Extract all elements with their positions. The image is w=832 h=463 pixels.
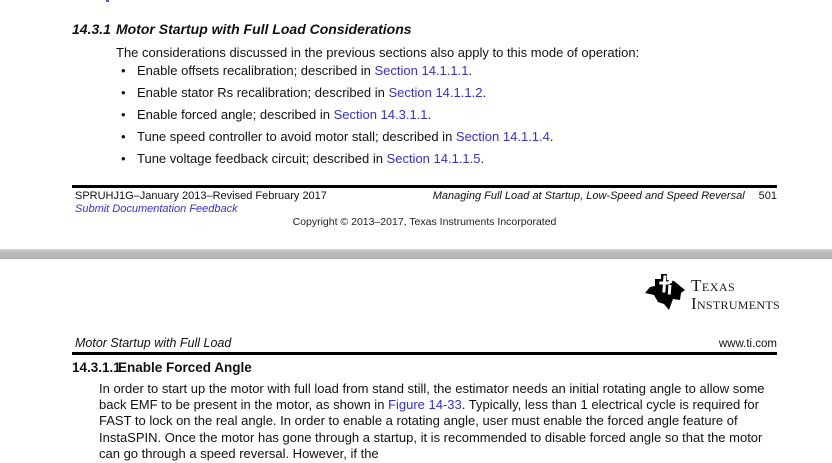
bullet-marker: •	[121, 107, 126, 122]
header-rule	[72, 352, 777, 355]
section-heading-14-3-1-1	[72, 360, 252, 375]
page-footer	[72, 190, 777, 202]
ti-website-text: www.ti.com	[718, 338, 777, 350]
section-link-14-1-1-2[interactable]: Section 14.1.1.2	[388, 85, 483, 100]
page-separator-bar	[0, 249, 832, 259]
figure-14-33-link[interactable]: Figure 14-33	[388, 397, 462, 413]
brand-line2: Instruments	[691, 294, 780, 313]
list-item	[121, 104, 554, 126]
list-item	[121, 60, 554, 82]
section-link-14-1-1-5[interactable]: Section 14.1.1.5	[386, 151, 481, 166]
bullet-marker: •	[121, 129, 126, 144]
bullet-marker: •	[121, 151, 126, 166]
section-heading-14-3-1	[72, 21, 412, 37]
considerations-list	[121, 60, 554, 170]
brand-line1: Texas	[691, 276, 736, 295]
chapter-title: Managing Full Load at Startup, Low-Speed and Speed Reversal	[432, 190, 745, 202]
ti-wordmark	[691, 274, 780, 312]
section-number: 14.3.1.1	[72, 360, 121, 375]
submit-feedback-link[interactable]: Submit Documentation Feedback	[75, 203, 238, 215]
section-link-14-1-1-4[interactable]: Section 14.1.1.4	[455, 129, 550, 144]
paragraph-text: In order to start up the motor with full load from stand still, the estimator needs an initial rotating angle to allow some back EMF to be present in the motor, as shown in	[99, 381, 765, 413]
running-header-title: Motor Startup with Full Load	[75, 336, 232, 350]
section-number: 14.3.1	[72, 21, 111, 37]
ti-logo	[645, 274, 780, 312]
bullet-text: Tune speed controller to avoid motor stall; described in	[137, 129, 456, 144]
bullet-suffix: .	[482, 85, 487, 100]
list-item	[121, 126, 554, 148]
section-title: Enable Forced Angle	[118, 360, 252, 375]
list-item	[121, 82, 554, 104]
bullet-text: Enable stator Rs recalibration; described in	[137, 85, 389, 100]
bullet-text: Enable offsets recalibration; described in	[137, 63, 375, 78]
document-id: SPRUHJ1G–January 2013–Revised February 2017	[75, 190, 327, 202]
bullet-text: Tune voltage feedback circuit; described in	[137, 151, 387, 166]
bullet-suffix: .	[427, 107, 432, 122]
bullet-text: Enable forced angle; described in	[137, 107, 334, 122]
section-link-14-1-1-1[interactable]: Section 14.1.1.1	[374, 63, 469, 78]
bullet-marker: •	[121, 63, 126, 78]
body-paragraph	[99, 381, 783, 462]
section-link-14-3-1-1[interactable]: Section 14.3.1.1	[333, 107, 428, 122]
bullet-suffix: .	[549, 129, 554, 144]
section-title: Motor Startup with Full Load Considerations	[116, 21, 412, 37]
clipped-text-fragment	[106, 0, 109, 2]
paragraph-text: . Typically, less than 1 electrical cycle is required for FAST to lock on the real angle. In order to enable a rotating angle, user must enable the forced angle feature of InstaSPIN. Once the motor has gone through a startup, it is recommended to disable forced angle so that the motor can go through a speed reversal. However, if the	[99, 397, 763, 461]
footer-rule	[72, 185, 777, 188]
bullet-marker: •	[121, 85, 126, 100]
ti-texas-state-icon	[645, 274, 685, 312]
bullet-suffix: .	[468, 63, 473, 78]
page-header	[72, 336, 777, 350]
footer-right-group	[433, 190, 777, 202]
page-number: 501	[758, 190, 777, 202]
list-item	[121, 148, 554, 170]
bullet-suffix: .	[480, 151, 485, 166]
copyright-notice: Copyright © 2013–2017, Texas Instruments Incorporated	[292, 216, 557, 228]
intro-paragraph: The considerations discussed in the previous sections also apply to this mode of operation:	[116, 45, 640, 60]
